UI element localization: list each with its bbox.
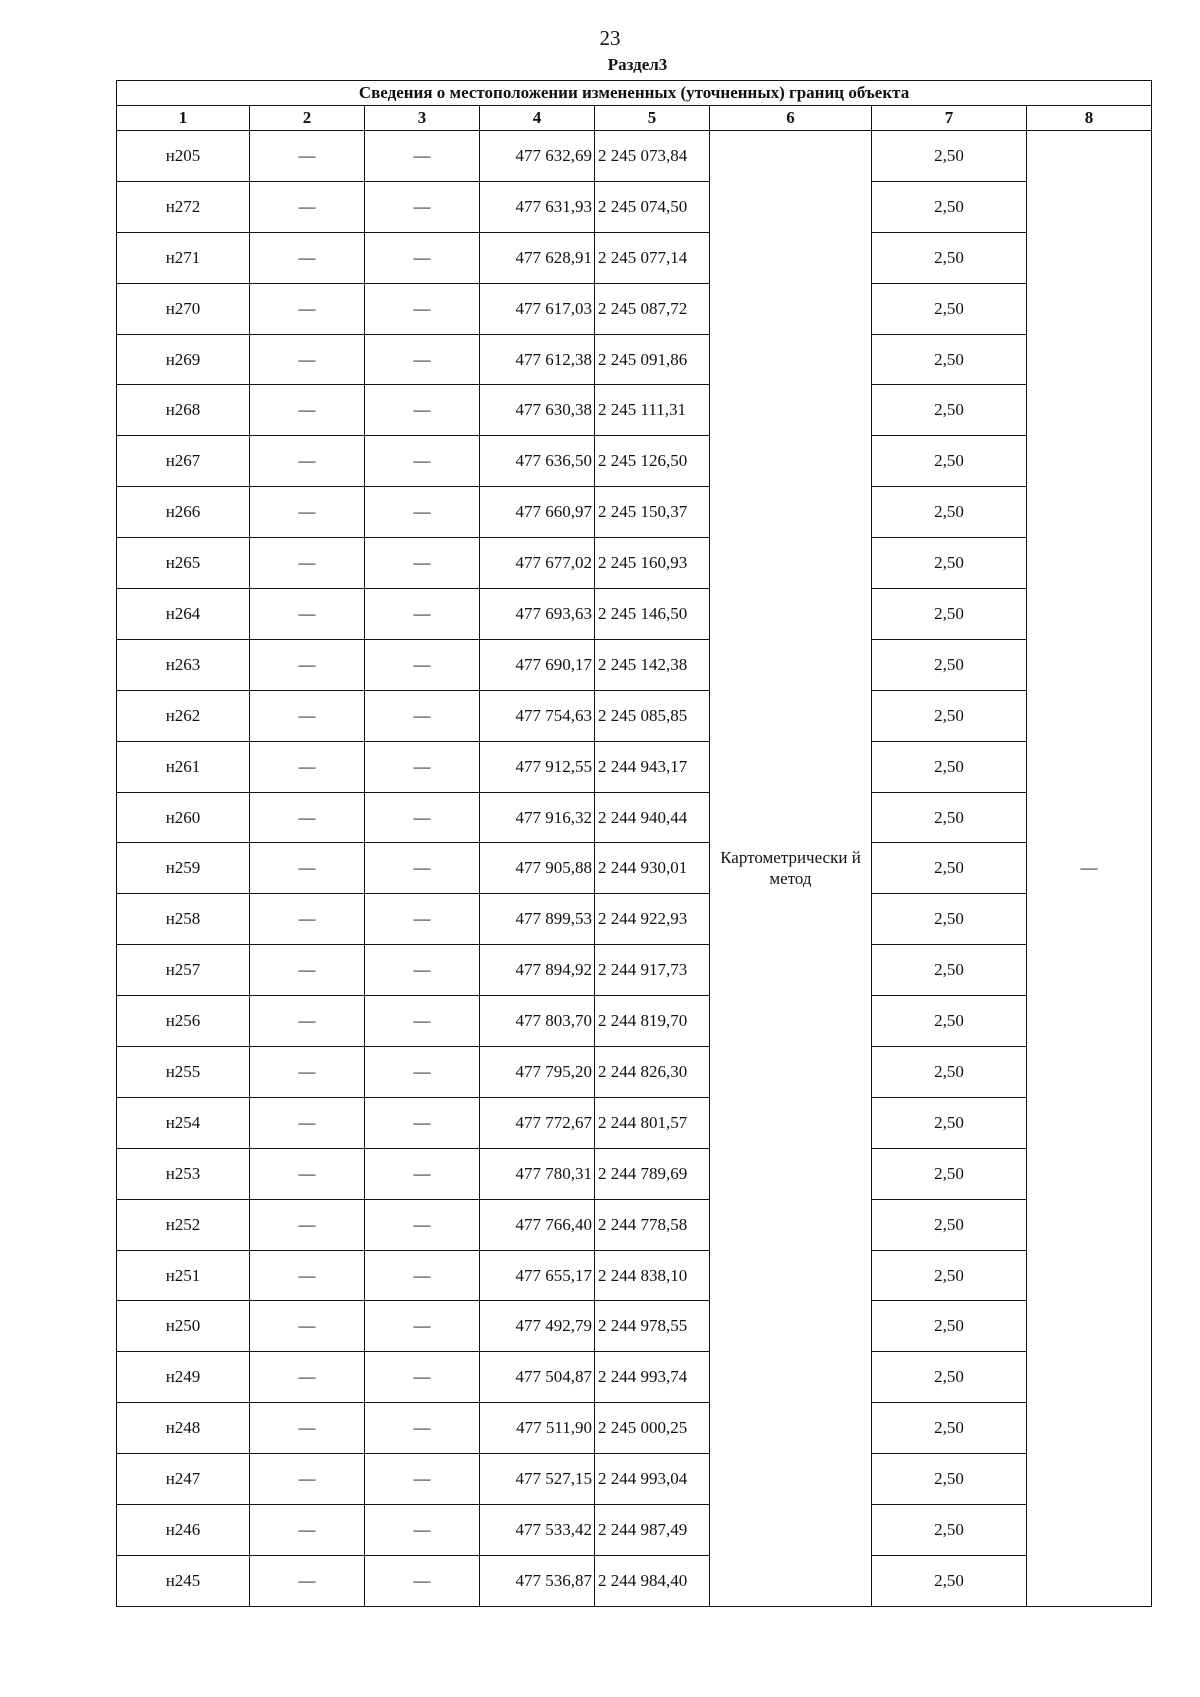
col2-cell: — [250,436,365,487]
col3-cell: — [365,487,480,538]
x-coordinate-cell: 477 527,15 [480,1454,595,1505]
point-name-cell: н258 [117,894,250,945]
table-caption: Сведения о местоположении измененных (уточненных) границ объекта [117,81,1152,106]
table-row [117,741,1152,792]
point-name-cell: н270 [117,283,250,334]
table-row [117,232,1152,283]
table-row [117,487,1152,538]
accuracy-cell: 2,50 [872,894,1027,945]
col3-cell: — [365,1505,480,1556]
point-name-cell: н269 [117,334,250,385]
col3-cell: — [365,436,480,487]
y-coordinate-cell: 2 244 826,30 [595,1047,710,1098]
col2-cell: — [250,1403,365,1454]
point-name-cell: н263 [117,639,250,690]
y-coordinate-cell: 2 244 984,40 [595,1555,710,1606]
y-coordinate-cell: 2 244 778,58 [595,1199,710,1250]
table-row [117,589,1152,640]
y-coordinate-cell: 2 244 993,04 [595,1454,710,1505]
col2-cell: — [250,690,365,741]
point-name-cell: н250 [117,1301,250,1352]
table-row [117,385,1152,436]
table-row [117,894,1152,945]
x-coordinate-cell: 477 766,40 [480,1199,595,1250]
col2-cell: — [250,181,365,232]
x-coordinate-cell: 477 636,50 [480,436,595,487]
table-row [117,1454,1152,1505]
table-row [117,792,1152,843]
x-coordinate-cell: 477 492,79 [480,1301,595,1352]
point-name-cell: н256 [117,996,250,1047]
table-row [117,1097,1152,1148]
table-row [117,538,1152,589]
column-number: 4 [480,106,595,131]
col2-cell: — [250,843,365,894]
col3-cell: — [365,1199,480,1250]
column-number: 3 [365,106,480,131]
column-number: 8 [1027,106,1152,131]
accuracy-cell: 2,50 [872,1047,1027,1098]
col2-cell: — [250,894,365,945]
x-coordinate-cell: 477 628,91 [480,232,595,283]
accuracy-cell: 2,50 [872,1097,1027,1148]
table-row [117,690,1152,741]
y-coordinate-cell: 2 245 073,84 [595,131,710,182]
y-coordinate-cell: 2 244 789,69 [595,1148,710,1199]
point-name-cell: н249 [117,1352,250,1403]
col3-cell: — [365,1047,480,1098]
col3-cell: — [365,1148,480,1199]
col3-cell: — [365,181,480,232]
col3-cell: — [365,996,480,1047]
table-row [117,1301,1152,1352]
col2-cell: — [250,283,365,334]
col2-cell: — [250,589,365,640]
accuracy-cell: 2,50 [872,1352,1027,1403]
accuracy-cell: 2,50 [872,1505,1027,1556]
table-row [117,1199,1152,1250]
y-coordinate-cell: 2 244 993,74 [595,1352,710,1403]
col2-cell: — [250,487,365,538]
col3-cell: — [365,283,480,334]
point-name-cell: н266 [117,487,250,538]
col2-cell: — [250,1352,365,1403]
accuracy-cell: 2,50 [872,1250,1027,1301]
x-coordinate-cell: 477 780,31 [480,1148,595,1199]
y-coordinate-cell: 2 245 142,38 [595,639,710,690]
x-coordinate-cell: 477 912,55 [480,741,595,792]
column-number: 7 [872,106,1027,131]
col3-cell: — [365,843,480,894]
x-coordinate-cell: 477 630,38 [480,385,595,436]
col3-cell: — [365,1301,480,1352]
col3-cell: — [365,334,480,385]
table-row [117,1250,1152,1301]
x-coordinate-cell: 477 899,53 [480,894,595,945]
col3-cell: — [365,1250,480,1301]
accuracy-cell: 2,50 [872,639,1027,690]
point-name-cell: н251 [117,1250,250,1301]
col2-cell: — [250,945,365,996]
y-coordinate-cell: 2 245 077,14 [595,232,710,283]
y-coordinate-cell: 2 245 146,50 [595,589,710,640]
point-name-cell: н272 [117,181,250,232]
x-coordinate-cell: 477 803,70 [480,996,595,1047]
x-coordinate-cell: 477 677,02 [480,538,595,589]
accuracy-cell: 2,50 [872,1199,1027,1250]
accuracy-cell: 2,50 [872,232,1027,283]
x-coordinate-cell: 477 504,87 [480,1352,595,1403]
point-name-cell: н257 [117,945,250,996]
col3-cell: — [365,1097,480,1148]
col3-cell: — [365,1403,480,1454]
column-number: 1 [117,106,250,131]
table-row [117,436,1152,487]
col3-cell: — [365,1555,480,1606]
x-coordinate-cell: 477 631,93 [480,181,595,232]
table-row [117,843,1152,894]
x-coordinate-cell: 477 916,32 [480,792,595,843]
col3-cell: — [365,232,480,283]
accuracy-cell: 2,50 [872,538,1027,589]
method-cell: Картометрически й метод [710,131,872,1607]
x-coordinate-cell: 477 894,92 [480,945,595,996]
table-row [117,639,1152,690]
col2-cell: — [250,538,365,589]
point-name-cell: н248 [117,1403,250,1454]
x-coordinate-cell: 477 612,38 [480,334,595,385]
table-row [117,1148,1152,1199]
y-coordinate-cell: 2 244 940,44 [595,792,710,843]
accuracy-cell: 2,50 [872,589,1027,640]
accuracy-cell: 2,50 [872,792,1027,843]
x-coordinate-cell: 477 795,20 [480,1047,595,1098]
point-name-cell: н252 [117,1199,250,1250]
y-coordinate-cell: 2 245 160,93 [595,538,710,589]
point-name-cell: н254 [117,1097,250,1148]
col8-cell: — [1027,131,1152,1607]
point-name-cell: н262 [117,690,250,741]
col2-cell: — [250,1301,365,1352]
point-name-cell: н265 [117,538,250,589]
col2-cell: — [250,334,365,385]
accuracy-cell: 2,50 [872,1555,1027,1606]
x-coordinate-cell: 477 632,69 [480,131,595,182]
point-name-cell: н261 [117,741,250,792]
accuracy-cell: 2,50 [872,1301,1027,1352]
point-name-cell: н253 [117,1148,250,1199]
point-name-cell: н246 [117,1505,250,1556]
col2-cell: — [250,1454,365,1505]
table-row [117,334,1152,385]
col3-cell: — [365,792,480,843]
accuracy-cell: 2,50 [872,1148,1027,1199]
col3-cell: — [365,385,480,436]
point-name-cell: н260 [117,792,250,843]
table-row [117,1047,1152,1098]
y-coordinate-cell: 2 244 801,57 [595,1097,710,1148]
page-number: 23 [599,26,621,50]
col3-cell: — [365,690,480,741]
accuracy-cell: 2,50 [872,1403,1027,1454]
col3-cell: — [365,639,480,690]
boundary-coordinates-table [116,80,1152,1607]
y-coordinate-cell: 2 245 000,25 [595,1403,710,1454]
point-name-cell: н247 [117,1454,250,1505]
x-coordinate-cell: 477 690,17 [480,639,595,690]
column-number: 5 [595,106,710,131]
table-row [117,1505,1152,1556]
y-coordinate-cell: 2 245 074,50 [595,181,710,232]
accuracy-cell: 2,50 [872,385,1027,436]
table-row [117,1403,1152,1454]
accuracy-cell: 2,50 [872,334,1027,385]
x-coordinate-cell: 477 536,87 [480,1555,595,1606]
x-coordinate-cell: 477 617,03 [480,283,595,334]
point-name-cell: н268 [117,385,250,436]
col3-cell: — [365,538,480,589]
y-coordinate-cell: 2 245 111,31 [595,385,710,436]
y-coordinate-cell: 2 244 838,10 [595,1250,710,1301]
y-coordinate-cell: 2 245 085,85 [595,690,710,741]
col2-cell: — [250,639,365,690]
y-coordinate-cell: 2 244 917,73 [595,945,710,996]
accuracy-cell: 2,50 [872,181,1027,232]
y-coordinate-cell: 2 245 091,86 [595,334,710,385]
y-coordinate-cell: 2 245 150,37 [595,487,710,538]
point-name-cell: н264 [117,589,250,640]
accuracy-cell: 2,50 [872,131,1027,182]
column-number: 6 [710,106,872,131]
accuracy-cell: 2,50 [872,283,1027,334]
col3-cell: — [365,589,480,640]
x-coordinate-cell: 477 533,42 [480,1505,595,1556]
x-coordinate-cell: 477 655,17 [480,1250,595,1301]
table-row [117,1555,1152,1606]
col2-cell: — [250,1505,365,1556]
accuracy-cell: 2,50 [872,690,1027,741]
x-coordinate-cell: 477 693,63 [480,589,595,640]
accuracy-cell: 2,50 [872,945,1027,996]
col2-cell: — [250,131,365,182]
y-coordinate-cell: 2 244 930,01 [595,843,710,894]
x-coordinate-cell: 477 511,90 [480,1403,595,1454]
col3-cell: — [365,1454,480,1505]
column-number: 2 [250,106,365,131]
x-coordinate-cell: 477 905,88 [480,843,595,894]
accuracy-cell: 2,50 [872,996,1027,1047]
col2-cell: — [250,996,365,1047]
col3-cell: — [365,894,480,945]
col2-cell: — [250,1097,365,1148]
col2-cell: — [250,1047,365,1098]
accuracy-cell: 2,50 [872,436,1027,487]
col3-cell: — [365,945,480,996]
x-coordinate-cell: 477 772,67 [480,1097,595,1148]
accuracy-cell: 2,50 [872,843,1027,894]
table-row [117,131,1152,182]
col2-cell: — [250,741,365,792]
col2-cell: — [250,1148,365,1199]
x-coordinate-cell: 477 660,97 [480,487,595,538]
y-coordinate-cell: 2 244 943,17 [595,741,710,792]
point-name-cell: н245 [117,1555,250,1606]
table-row [117,283,1152,334]
accuracy-cell: 2,50 [872,1454,1027,1505]
table-row [117,1352,1152,1403]
point-name-cell: н255 [117,1047,250,1098]
x-coordinate-cell: 477 754,63 [480,690,595,741]
point-name-cell: н259 [117,843,250,894]
y-coordinate-cell: 2 244 978,55 [595,1301,710,1352]
y-coordinate-cell: 2 244 819,70 [595,996,710,1047]
y-coordinate-cell: 2 245 087,72 [595,283,710,334]
table-row [117,945,1152,996]
point-name-cell: н267 [117,436,250,487]
accuracy-cell: 2,50 [872,741,1027,792]
col2-cell: — [250,232,365,283]
table-row [117,996,1152,1047]
point-name-cell: н205 [117,131,250,182]
accuracy-cell: 2,50 [872,487,1027,538]
col2-cell: — [250,1555,365,1606]
col2-cell: — [250,385,365,436]
y-coordinate-cell: 2 244 987,49 [595,1505,710,1556]
point-name-cell: н271 [117,232,250,283]
section-title: Раздел3 [607,55,668,74]
table-row [117,181,1152,232]
col3-cell: — [365,131,480,182]
col2-cell: — [250,1199,365,1250]
y-coordinate-cell: 2 244 922,93 [595,894,710,945]
y-coordinate-cell: 2 245 126,50 [595,436,710,487]
col3-cell: — [365,1352,480,1403]
col2-cell: — [250,792,365,843]
col2-cell: — [250,1250,365,1301]
col3-cell: — [365,741,480,792]
